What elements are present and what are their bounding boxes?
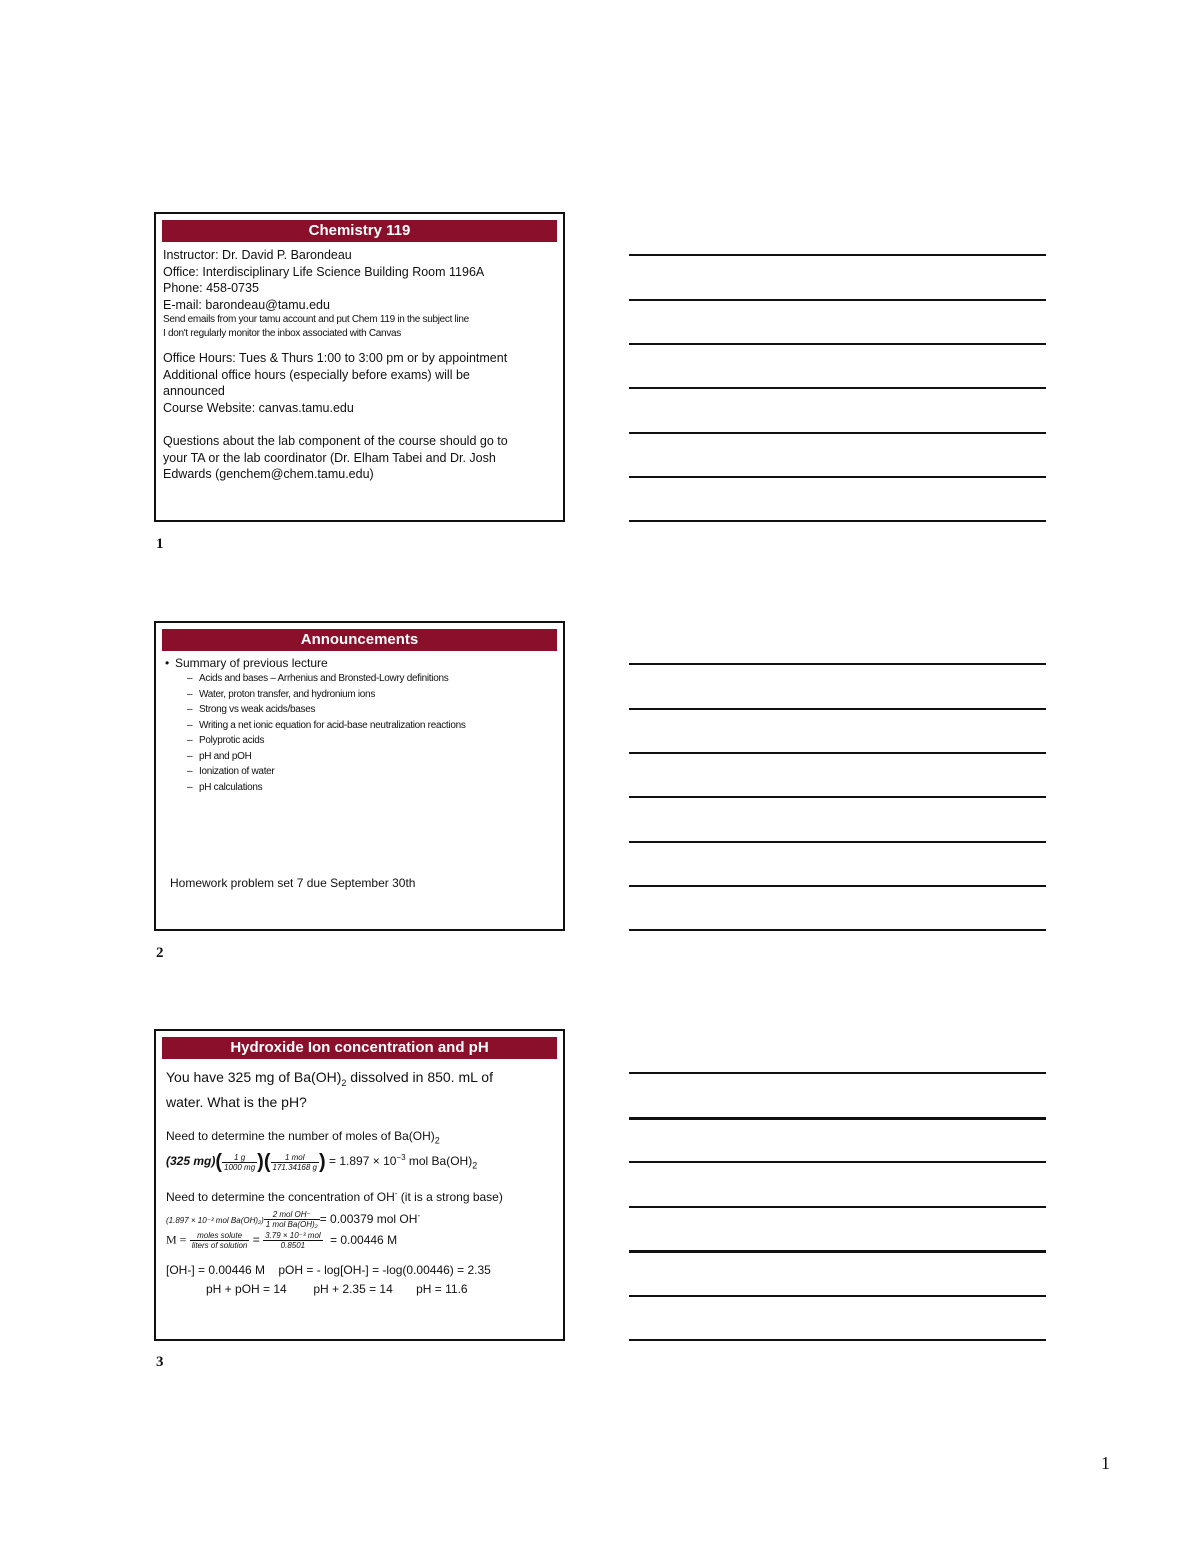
- office-hours-line: Office Hours: Tues & Thurs 1:00 to 3:00 pm or by appointment: [163, 351, 508, 365]
- note-line: [629, 663, 1046, 665]
- question-line-1: You have 325 mg of $Ba(OH)_2$ dissolved in 850. mL of: [166, 1069, 493, 1088]
- final-line-1: [OH-] = 0.00446 M pOH = - log[OH-] = -log(0.00446) = 2.35: [166, 1262, 491, 1277]
- slide-number: 2: [156, 945, 164, 961]
- note-line: [629, 841, 1046, 843]
- calc-hydroxide-moles: (1.897 × 10⁻³ mol Ba(OH)₂) $\frac{\text{2 mol OH⁻}}{\text{1 mol Ba(OH)₂}}$ = 0.00379 mol OH-: [166, 1209, 421, 1229]
- step-2-text: Need to determine the concentration of OH- (it is a strong base): [166, 1188, 503, 1204]
- note-line: [629, 885, 1046, 887]
- slide-3: [154, 1029, 565, 1341]
- lab-line-1: Questions about the lab component of the course should go to: [163, 434, 508, 448]
- slide-title: Chemistry 119: [162, 220, 557, 242]
- list-item: – Acids and bases – Arrhenius and Bronsted-Lowry definitions: [163, 671, 556, 687]
- note-line: [629, 520, 1046, 522]
- page-number: 1: [1101, 1453, 1110, 1473]
- phone-line: Phone: 458-0735: [163, 281, 259, 295]
- office-hours-extra-2: announced: [163, 384, 225, 398]
- note-line: [629, 387, 1046, 389]
- note-line: [629, 929, 1046, 931]
- email-note-2: I don't regularly monitor the inbox associated with Canvas: [163, 328, 401, 339]
- office-hours-extra-1: Additional office hours (especially before exams) will be: [163, 367, 470, 382]
- note-line: [629, 343, 1046, 345]
- calc-moles: (325 mg)( $\frac{1 g}{1000 mg}$ )( $\frac{\text{1 mol}}{171.34168 g}$ ) = $1.897 \times 10^{-3}$ mol $Ba(OH)_2$: [166, 1151, 478, 1174]
- calc-molarity: M = $\frac{\text{moles solute}}{\text{liters of solution}}$ = $\frac{\text{3.79 × 10⁻³ mol}}{0.8501}$ = 0.00446 M: [166, 1230, 398, 1250]
- list-item: – Ionization of water: [163, 764, 556, 780]
- summary-list: [163, 655, 556, 795]
- slide-title: Hydroxide Ion concentration and pH: [162, 1037, 557, 1059]
- lab-line-2: your TA or the lab coordinator (Dr. Elham Tabei and Dr. Josh: [163, 450, 496, 465]
- lab-line-3: Edwards (genchem@chem.tamu.edu): [163, 467, 374, 481]
- note-line: [629, 1339, 1046, 1341]
- slide-title: Announcements: [162, 629, 557, 651]
- email-note-1: Send emails from your tamu account and put Chem 119 in the subject line: [163, 314, 469, 325]
- note-line: [629, 1072, 1046, 1074]
- website-line: Course Website: canvas.tamu.edu: [163, 400, 354, 415]
- question-line-2: water. What is the pH?: [166, 1093, 307, 1110]
- step-1-text: Need to determine the number of moles of $Ba(OH)_2$: [166, 1128, 440, 1146]
- list-item: • Summary of previous lecture: [163, 655, 556, 671]
- list-item: – Water, proton transfer, and hydronium ions: [163, 687, 556, 703]
- slide-number: 3: [156, 1354, 164, 1370]
- note-line: [629, 1295, 1046, 1297]
- note-line: [629, 1161, 1046, 1163]
- email-line: E-mail: barondeau@tamu.edu: [163, 297, 330, 312]
- homework-note: Homework problem set 7 due September 30th: [170, 876, 416, 890]
- note-line: [629, 752, 1046, 754]
- note-line: [629, 1206, 1046, 1208]
- list-item: – Polyprotic acids: [163, 733, 556, 749]
- list-item: – Strong vs weak acids/bases: [163, 702, 556, 718]
- slide-2: [154, 621, 565, 931]
- list-item: – pH and pOH: [163, 749, 556, 765]
- final-line-2: pH + pOH = 14 pH + 2.35 = 14 pH = 11.6: [206, 1281, 468, 1296]
- note-line: [629, 796, 1046, 798]
- slide-number: 1: [156, 536, 164, 552]
- instructor-line: Instructor: Dr. David P. Barondeau: [163, 248, 352, 262]
- note-line: [629, 1117, 1046, 1120]
- note-line: [629, 432, 1046, 434]
- list-item: – pH calculations: [163, 780, 556, 796]
- slide-1: [154, 212, 565, 522]
- note-line: [629, 299, 1046, 301]
- note-line: [629, 254, 1046, 256]
- list-item: – Writing a net ionic equation for acid-base neutralization reactions: [163, 718, 556, 734]
- office-line: Office: Interdisciplinary Life Science Building Room 1196A: [163, 264, 485, 279]
- note-line: [629, 708, 1046, 710]
- note-line: [629, 1250, 1046, 1253]
- note-line: [629, 476, 1046, 478]
